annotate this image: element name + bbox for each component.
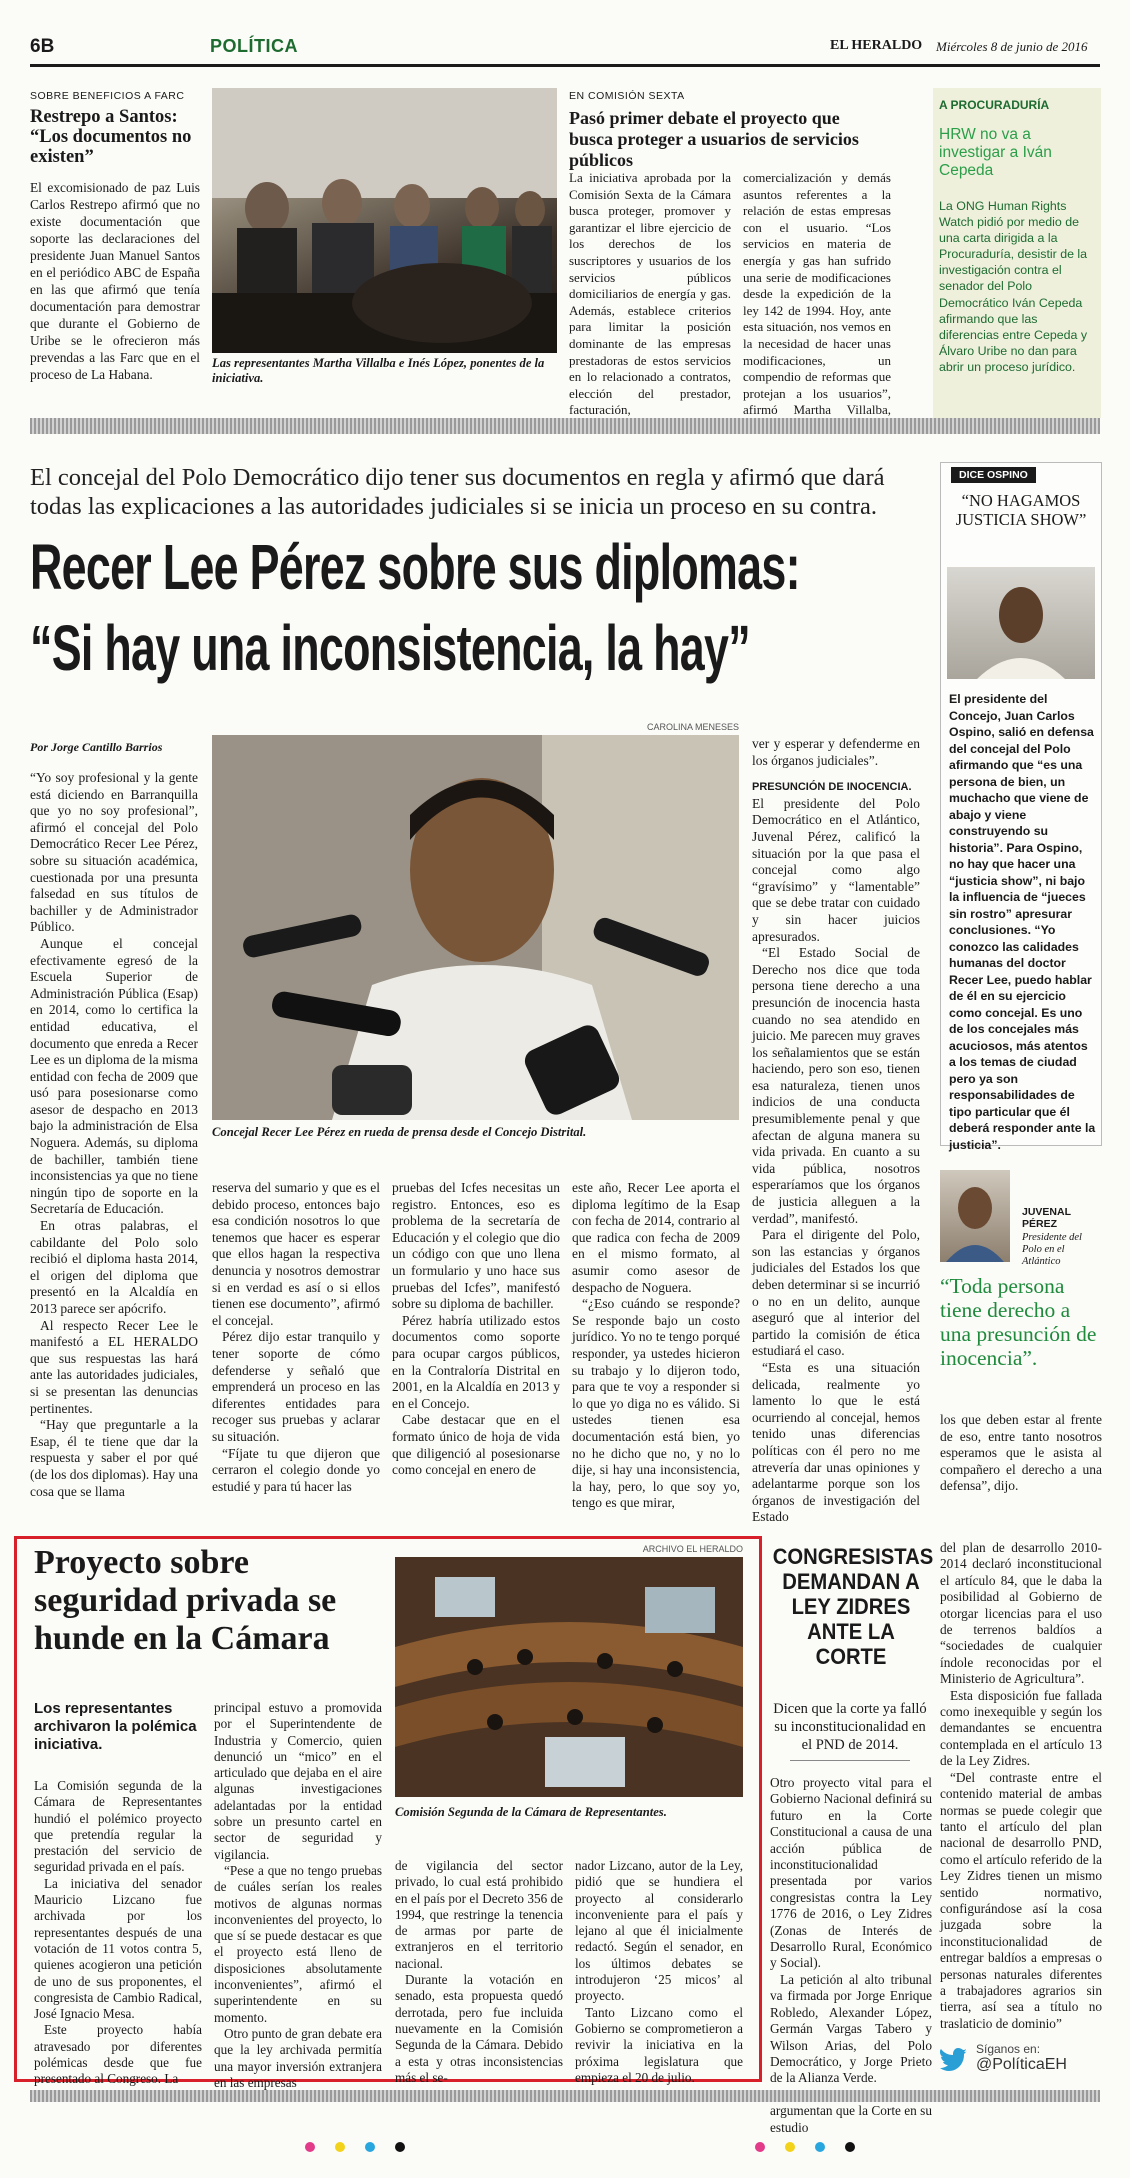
sexta-paragraph: comercialización y demás asuntos referentes a la relación de estas empresas con el usuario. “Los servicios en materia de energía y gas han sufrido una serie de modificaciones desde la expedición de la ley 142 de 1994. Hoy, ante esta situación, nos vemos en la necesidad de hacer unas modificaciones, un compendio de reformas que protejan a los usuarios”, afirmó Martha Villalba, [743,170,891,418]
sexta-headline: Pasó primer debate el proyecto que busca proteger a usuarios de servicios públicos [569,108,859,170]
main-paragraph: “¿Eso cuándo se responde? Se responde bajo un costo jurídico. Yo no te tengo porqué responder, ya ustedes hicieron su trabajo y lo dijeron todo, para que te voy a responder si lo que yo diga no es válido. Si ustedes tienen esa documentación está bien, yo no he dicho que no, y no lo dije, si hay una inconsistencia, la hay, pero, lo que soy yo, tengo es que mirar, [572,1296,740,1511]
main-paragraph: Cabe destacar que en el formato único de hoja de vida que diligenció al posesionarse como concejal en enero de [392,1412,560,1478]
main-paragraph: “Yo soy profesional y la gente está diciendo en Barranquilla que yo no soy profesional”, afirmó el concejal del Polo Democrático Recer Lee Pérez, sobre su situación académica, cuestionada por una presunta falsedad en sus títulos de bachiller y de Administrador Público. [30,770,198,935]
main-byline: Por Jorge Cantillo Barrios [30,740,163,754]
zidres-paragraph: “Del contraste entre el contenido material de ambas normas se puede colegir que tanto el artículo del plan nacional de desarrollo PND, como el artículo referido de la Ley Zidres tienen un mismo sentido normativo, configurándose así la cosa juzgada sobre la inconstitucionalidad de entregar baldíos a empresas o personas naturales diferentes a trabajadores agrarios sin tierra, así sea a título no traslaticio de dominio” [940,1769,1102,2031]
main-column-1 [30,770,198,1500]
main-paragraph: Pérez habría utilizado estos documentos como soporte para ocupar cargos públicos, en la Contraloría Distrital en 2001, en la Alcaldía en 2013 y en el Concejo. [392,1312,560,1411]
main-paragraph: los que deben estar al frente de eso, entre tanto nosotros esperamos que le asista al compañero el derecho a una defensa”, dijo. [940,1412,1102,1494]
ospino-photo-illustration [947,567,1095,679]
main-paragraph: este año, Recer Lee aporta el diploma legítimo de la Esap con fecha de 2014, contrario al que radica con fecha de 2009 en el mismo formato, al asumir como asesor de despacho de Noguera. [572,1180,740,1295]
zidres-headline: CONGRESISTAS DEMANDAN A LEY ZIDRES ANTE LA CORTE [772,1544,934,1669]
juvenal-photo [940,1170,1010,1262]
procuraduria-body: La ONG Human Rights Watch pidió por medio de una carta dirigida a la Procuraduría, desistir de la investigación contra el senador del Polo Democrático Iván Cepeda afirmando que las diferencias entre Cepeda y Álvaro Uribe no dan para abrir un proceso jurídico. [939,199,1088,374]
main-photo-caption: Concejal Recer Lee Pérez en rueda de prensa desde el Concejo Distrital. [212,1125,587,1139]
main-paragraph: “El Estado Social de Derecho nos dice que toda persona tiene derecho a una presunción de inocencia hasta cuando no sea atendido en juicio. Me parecen muy graves los señalamientos que se están haciendo, pero son eso, tienen esa naturaleza, tienen unos indicios de una conducta presumiblemente penal y que afectan de alguna manera su vida privada. En cuanto a su vida pública, nosotros esperaríamos que los órganos de justicia alleguen a la verdad”, manifestó. [752,945,920,1226]
footer-stripe [30,2090,1100,2102]
main-deck: El concejal del Polo Democrático dijo tener sus documentos en regla y afirmó que dará todas las explicaciones a las autoridades judiciales si se inicia un proceso en su contra. [30,464,885,520]
zidres-paragraph: Esta disposición fue fallada como inexequible y según los demandantes se encuentra contemplada en el artículo 13 de la Ley Zidres. [940,1687,1102,1769]
juvenal-name: JUVENAL PÉREZ [1022,1206,1071,1230]
social-twitter[interactable] [940,2040,1100,2080]
zidres-column-2 [940,1540,1102,2032]
procuraduria-kicker: A PROCURADURÍA [939,98,1050,112]
zidres-deck-rule [790,1760,910,1761]
social-label: Síganos en: [976,2042,1041,2056]
main-paragraph: “Hay que preguntarle a la Esap, él te tiene que dar la respuesta y saber el por qué (de los dos diplomas). Hay una cosa que se llama [30,1417,198,1499]
seguridad-photo-illustration [395,1557,743,1797]
juvenal-quote: “Toda persona tiene derecho a una presunción de inocencia”. [940,1274,1097,1370]
main-paragraph: Aunque el concejal efectivamente egresó de la Escuela Superior de Administración Pública (Esap) en 2014, como lo certifica la entidad educativa, el documento que enreda a Recer Lee es un diploma de la misma entidad con fecha de 2009 que usó para posesionarse como asesor de despacho en 2013 bajo la administración de Elsa Noguera. Además, su diploma de bachiller, también tiene inconsistencias ya que no tiene ningún tipo de soporte en la Secretaría de Educación. [30,935,198,1217]
seguridad-paragraph: Durante la votación en senado, esta propuesta quedó derrotada, pero fue incluida nuevamente en la Comisión Segunda de la Cámara. Debido a esta y otras inconsistencias más el se- [395,1972,563,2085]
seguridad-paragraph: “Pese a que no tengo pruebas de cuáles serían los reales motivos de algunas normas inconvenientes del proyecto, lo que sí se puede destacar es que el proyecto está lleno de disposiciones absolutamente inconvenientes”, afirmó el superintendente en su momento. [214,1862,382,2025]
seguridad-paragraph: nador Lizcano, autor de la Ley, pidió que se hundiera el proyecto al considerarlo inconveniente para el país y lejano al que él inicialmente redactó. Según el senador, en los últimos debates se introdujeron ‘25 micos’ al proyecto. [575,1858,743,2004]
seguridad-paragraph: de vigilancia del sector privado, lo cual está prohibido en el país por el Decreto 356 de 1994, que restringe la tenencia de armas por parte de extranjeros en el territorio nacional. [395,1858,563,1971]
brief-farc-headline: Restrepo a Santos: “Los documentos no existen” [30,107,192,167]
main-paragraph: El presidente del Polo Democrático en el Atlántico, Juvenal Pérez, calificó la situación por la que pasa el concejal como algo “gravísimo” y “lamentable” que se debe tratar con cuidado y sin hacer juicios apresurados. [752,795,920,944]
main-column-5 [752,736,920,1526]
brief-farc-kicker: SOBRE BENEFICIOS A FARC [30,90,185,102]
seguridad-column-1 [34,1778,202,2088]
sexta-kicker: EN COMISIÓN SEXTA [569,90,685,102]
registration-marks-icon [300,2140,860,2154]
main-photo-illustration [212,735,739,1120]
social-handle: @PolíticaEH [976,2056,1067,2073]
main-paragraph: Para el dirigente del Polo, son las estancias y órganos judiciales del Estados los que deben determinar si se incurrió o no en un delito, aunque aseguró que al interior del partido la comisión de ética estudiará el caso. [752,1227,920,1359]
main-paragraph: ver y esperar y defenderme en los órganos judiciales”. [752,736,920,768]
main-headline-line-1: Recer Lee Pérez sobre sus diplomas: [30,531,800,603]
main-paragraph: “Fíjate tu que dijeron que cerraron el colegio donde yo estudié y para tú hacer las [212,1445,380,1494]
commission-photo-caption: Las representantes Martha Villalba e Inés López, ponentes de la iniciativa. [212,356,545,385]
seguridad-paragraph: La iniciativa del senador Mauricio Lizcano fue archivada por los representantes después de una votación de 11 votos contra 5, quienes acogieron una petición de uno de sus proponentes, el congresista de Cambio Radical, José Ignacio Mesa. [34,1875,202,2022]
brief-farc-paragraph: El excomisionado de paz Luis Carlos Restrepo afirmó que no existe documentación que soporte las declaraciones del presidente Juan Manuel Santos en el periódico ABC de España en las que afirmó que tenía documentación para demostrar que durante el Gobierno de Uribe se le ofrecieron más prevendas a las Farc que en el proceso de La Habana. [30,180,200,382]
page-number: 6B [30,36,55,57]
zidres-paragraph: La petición al alto tribunal va firmada por Jorge Enrique Robledo, Alexander López, Germán Vargas Tabero y Wilson Arias, del Polo Democrático, y Jorge Prieto de la Alianza Verde. [770,1971,932,2086]
zidres-deck: Dicen que la corte ya falló su inconstitucionalidad en el PND de 2014. [773,1701,927,1753]
ospino-quote: “NO HAGAMOS JUSTICIA SHOW” [955,491,1087,529]
main-paragraph: En otras palabras, el cabildante del Polo solo recibió el diploma hasta 2014, el origen del diploma que presentó en la Alcaldía en 2013 parece ser apócrifo. [30,1218,198,1316]
main-photo [212,735,739,1120]
seguridad-column-4 [575,1858,743,2086]
seguridad-paragraph: Tanto Lizcano como el Gobierno se comprometieron a revivir la iniciativa en la próxima legislatura que empieza el 20 de julio. [575,2004,743,2085]
seguridad-paragraph: principal estuvo a promovida por el Superintendente de Industria y Comercio, quien denunció un “mico” en el articulado que dejaba en el aire algunas investigaciones adelantadas por la entidad sobre un presunto cartel en sector de seguridad y vigilancia. [214,1700,382,1862]
main-paragraph: pruebas del Icfes necesitas un registro. Entonces, eso es problema de la secretaría de Educación y el colegio que dio un código con que uno llena un formulario y uno hace sus pruebas del Icfes”, manifestó sobre su diploma de bachiller. [392,1180,560,1312]
main-paragraph: Al respecto Recer Lee le manifestó a EL HERALDO que sus respuestas las hará ante las autoridades judiciales, si se presentan las denuncias pertinentes. [30,1317,198,1416]
sexta-column-2 [743,170,891,436]
main-subhead: PRESUNCIÓN DE INOCENCIA. [752,781,912,794]
brief-farc [30,90,200,383]
seguridad-column-2 [214,1700,382,2091]
sexta-paragraph: La iniciativa aprobada por la Comisión Sexta de la Cámara busca proteger, promover y garantizar el libre ejercicio de los derechos de los suscriptores y usuarios de los servicios públicos domiciliarios de energía y gas. Además, establece criterios para limitar la posición dominante de las empresas prestadoras de estos servicios en lo relacionado a contratos, elección del prestador, facturación, [569,170,731,418]
seguridad-column-3 [395,1858,563,2086]
ospino-kicker: DICE OSPINO [951,467,1036,483]
page-header [30,34,1100,62]
issue-date: Miércoles 8 de junio de 2016 [936,39,1088,54]
seguridad-paragraph: La Comisión segunda de la Cámara de Representantes hundió el polémico proyecto que pretendía regular la prestación del servicio de seguridad privada en el país. [34,1778,202,1875]
header-rule [30,64,1100,67]
divider-stripe [30,418,1100,434]
juvenal-photo-illustration [940,1170,1010,1262]
main-paragraph: reserva del sumario y que es el debido proceso, entonces bajo esa condición nosotros lo que tenemos que hacer es esperar que ellos hagan la respectiva denuncia y nosotros demostrar si en verdad es así o si ellos tienen ese documento”, afirmó el concejal. [212,1180,380,1328]
zidres-paragraph: del plan de desarrollo 2010-2014 declaró inconstitucional el artículo 84, que le daba la posibilidad al Gobierno de otorgar licencias para el uso de terrenos baldíos a “sociedades de cualquier índole reconocidas por el Ministerio de Agricultura”. [940,1540,1102,1687]
main-paragraph: “Esta es una situación delicada, realmente yo lamento lo que le está ocurriendo al concejal, hemos tenido unas diferencias políticas con él pero no me atrevería dar unas opiniones y adelantarme porque son los órganos de investigación del Estado [752,1359,920,1525]
brief-farc-body [30,179,200,383]
zidres-paragraph: argumentan que la Corte en su estudio [770,2103,932,2135]
ospino-box [940,462,1102,1152]
twitter-bird-icon [940,2048,968,2072]
seguridad-paragraph: Este proyecto había atravesado por diferentes polémicas desde que fue presentado al Congreso. La [34,2022,202,2087]
main-paragraph: Pérez dijo estar tranquilo y tener soporte de cómo defenderse y señaló que emprenderá un proceso en las diferentes entidades para recoger sus pruebas y aclarar su situación. [212,1329,380,1444]
juvenal-role: Presidente del Polo en el Atlántico [1022,1232,1082,1267]
ospino-photo [947,567,1095,679]
commission-photo-illustration [212,88,557,353]
seguridad-photo-caption: Comisión Segunda de la Cámara de Representantes. [395,1805,667,1819]
zidres-column-1 [770,1775,932,2136]
newspaper-name: EL HERALDO [830,38,923,53]
ospino-body: El presidente del Concejo, Juan Carlos Ospino, salió en defensa del concejal del Polo afirmando que “es una persona de bien, un muchacho que viene de abajo y viene construyendo su historia”. Para Ospino, no hay que hacer una “justicia show”, ni bajo la influencia de “jueces sin rostro” apresurar conclusiones. “Yo conozco las calidades humanas del doctor Recer Lee, puedo hablar de él en su ejercicio como concejal. Es uno de los concejales más acuciosos, más atentos a los temas de ciudad pero ya son responsabilidades de tipo particular que él deberá responder ante la justicia”. [949,692,1096,1152]
juvenal-tail [940,1412,1102,1495]
sexta-column-1 [569,170,731,419]
procuraduria-box [933,88,1101,418]
zidres-paragraph: Otro proyecto vital para el Gobierno Nacional definirá su futuro en la Corte Constitucional a causa de una acción pública de inconstitucionalidad presentada por varios congresistas contra la Ley 1776 de 2016, o Ley Zidres (Zonas de Interés de Desarrollo Rural, Económico y Social). [770,1775,932,1971]
seguridad-deck: Los representantes archivaron la polémica iniciativa. [34,1700,197,1753]
sexta-article [569,90,884,171]
main-photo-credit: CAROLINA MENESES [646,722,739,732]
seguridad-paragraph: Otro punto de gran debate era que la ley archivada permitía una mayor inversión extranjera en las empresas [214,2025,382,2090]
procuraduria-headline: HRW no va a investigar a Iván Cepeda [939,126,1052,179]
footer-color-marks [300,2140,860,2154]
seguridad-headline: Proyecto sobre seguridad privada se hunde en la Cámara [34,1544,337,1657]
section-name: POLÍTICA [210,36,298,56]
seguridad-photo-credit: ARCHIVO EL HERALDO [642,1544,743,1554]
seguridad-photo [395,1557,743,1797]
main-column-4 [572,1180,740,1512]
main-headline-line-2: “Si hay una inconsistencia, la hay” [30,612,750,684]
commission-photo [212,88,557,353]
main-column-2 [212,1180,380,1495]
main-column-3 [392,1180,560,1479]
